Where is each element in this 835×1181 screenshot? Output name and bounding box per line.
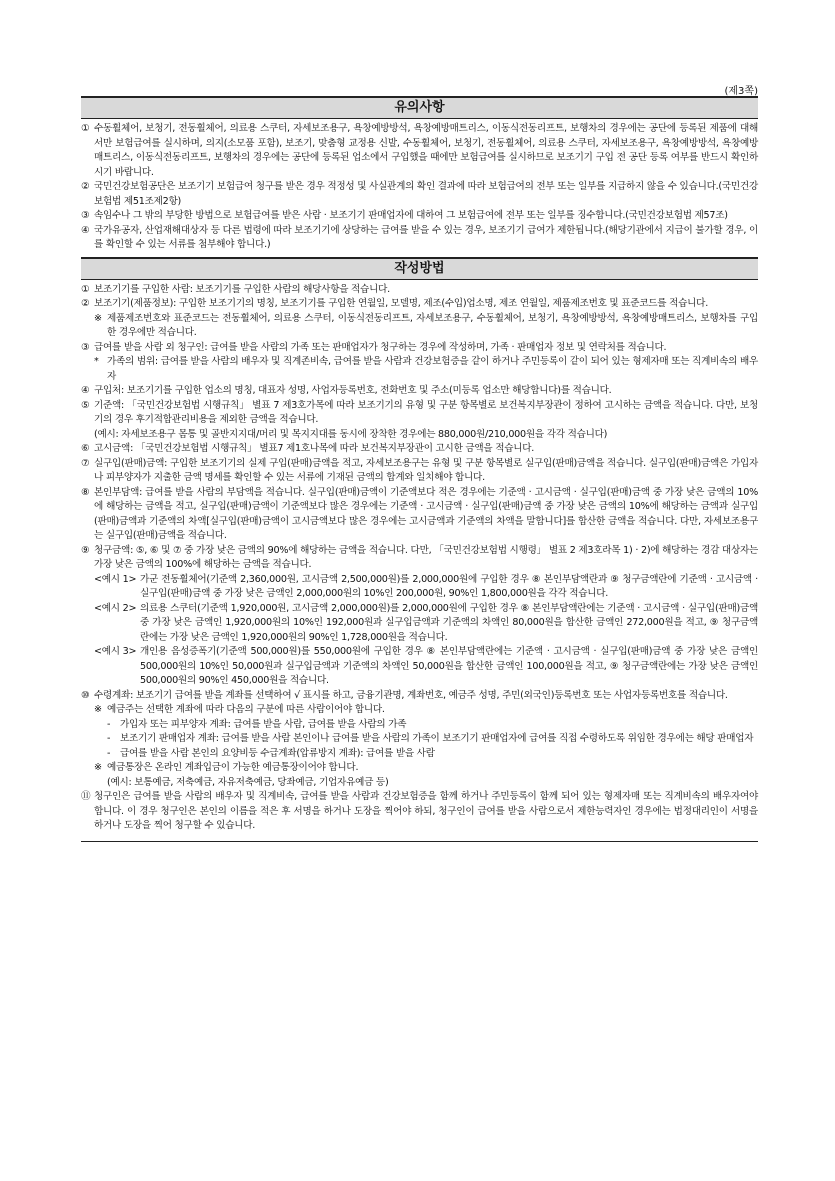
note-text: 예금통장은 온라인 계좌입금이 가능한 예금통장이어야 합니다. (107, 762, 359, 773)
item-number: ① (81, 123, 90, 134)
item-number: ⑥ (81, 443, 90, 454)
note-mark: ※ (94, 762, 102, 773)
account-type (107, 747, 758, 762)
notice-item (81, 224, 758, 253)
method-example (107, 776, 758, 791)
item-text: 수령계좌: 보조기기 급여를 받을 계좌를 선택하여 √ 표시를 하고, 금융기관명, 계좌번호, 예금주 성명, 주민(외국인)등록번호 또는 사업자등록번호를 적습니다. (94, 689, 728, 701)
note-text: 가족의 범위: 급여를 받을 사람의 배우자 및 직계존비속, 급여를 받을 사람과 건강보험증을 같이 하거나 주민등록이 같이 되어 있는 형제자매 또는 직계비속의 배우자 (107, 356, 758, 382)
calc-example (94, 645, 758, 689)
item-number: ⑨ (81, 544, 90, 556)
example-label: <예시 3> (94, 646, 137, 657)
note-mark: ※ (94, 704, 102, 715)
item-number: ⑦ (81, 457, 90, 469)
method-example (94, 428, 758, 443)
example-text: 의료용 스쿠터(기준액 1,920,000원, 고시금액 2,000,000원)를 2,000,000원에 구입한 경우 ⑧ 본인부담액란에는 기준액 · 고시금액 · 실구입(판매)금액 중 가장 낮은 금액인 1,920,000원의 10%인 192,000원과 실구입금액과 기준액의 차액인 80,000원을 합산한 금액인 272,000원을 적고, ⑨ 청구금액란에는 가장 낮은 금액인 1,920,000원의 90%인 1,728,000원을 적습니다. (140, 602, 758, 643)
item-text: 청구금액: ⑤, ⑥ 및 ⑦ 중 가장 낮은 금액의 90%에 해당하는 금액을 적습니다. 다만, 「국민건강보험법 시행령」 별표 2 제3호라목 1) · 2)에 해당하는 경감 대상자는 가장 낮은 금액의 100%에 해당하는 금액을 적습니다. (94, 544, 758, 570)
method-item (81, 341, 758, 356)
notice-item (81, 180, 758, 209)
item-text: 보조기기(제품정보): 구입한 보조기기의 명칭, 보조기기를 구입한 연월일, 모델명, 제조(수입)업소명, 제조 연월일, 제품제조번호 및 표준코드를 적습니다. (94, 298, 708, 309)
item-number: ④ (81, 224, 90, 236)
dash-mark: - (107, 733, 111, 744)
item-text: 실구입(판매)금액: 구입한 보조기기의 실제 구입(판매)금액을 적고, 자세보조용구는 유형 및 구분 항목별로 실구입(판매)금액을 적습니다. 실구입(판매)금액은 가입자나 피부양자가 지출한 금액 명세를 확인할 수 있는 서류에 기재된 금액의 합계와 일치해야 합니다. (94, 457, 758, 483)
example-label: <예시 1> (94, 573, 137, 585)
item-number: ⑩ (81, 689, 90, 701)
method-item (81, 442, 758, 457)
item-number: ② (81, 181, 90, 192)
method-item (81, 283, 758, 298)
item-number: ③ (81, 341, 90, 353)
item-number: ⑧ (81, 486, 90, 498)
notice-section (81, 119, 758, 257)
method-heading: 작성방법 (81, 257, 758, 280)
notice-item (81, 209, 758, 224)
bottom-rule (81, 841, 758, 842)
calc-example (94, 602, 758, 646)
note-text: 제품제조번호와 표준코드는 전동휠체어, 의료용 스쿠터, 이동식전동리프트, 자세보조용구, 수동휠체어, 보청기, 욕창예방방석, 욕창예방매트리스, 보행차를 구입한 경우에만 적습니다. (107, 312, 758, 338)
note-text: 예금주는 선택한 계좌에 따라 다음의 구분에 따른 사람이어야 합니다. (107, 704, 385, 715)
method-item (81, 790, 758, 834)
method-section (81, 280, 758, 838)
dash-mark: - (107, 747, 111, 759)
item-text: 기준액: 「국민건강보험법 시행규칙」 별표 7 제3호가목에 따라 보조기기의 유형 및 구분 항목별로 보건복지부장관이 정하여 고시하는 금액을 적습니다. 다만, 보청기의 경우 후기적합관리비용을 제외한 금액을 적습니다. (94, 399, 758, 425)
method-note (94, 703, 758, 718)
example-text: 가군 전동휠체어(기준액 2,360,000원, 고시금액 2,500,000원)를 2,000,000원에 구입한 경우 ⑧ 본인부담액란과 ⑨ 청구금액란에 기준액 · 고시금액 · 실구입(판매)금액 중 가장 낮은 금액인 2,000,000원의 10%인 200,000원, 90%인 1,800,000원을 각각 적습니다. (140, 573, 758, 599)
method-item (81, 384, 758, 399)
item-number: ② (81, 298, 90, 309)
account-type (107, 718, 758, 733)
method-item (81, 486, 758, 544)
method-item (81, 457, 758, 486)
method-item (81, 544, 758, 573)
calc-example (94, 573, 758, 602)
notice-heading: 유의사항 (81, 96, 758, 119)
note-mark: ※ (94, 312, 102, 324)
item-number: ⑤ (81, 399, 90, 411)
item-number: ③ (81, 210, 90, 221)
method-item (81, 297, 758, 312)
item-text: 본인부담액: 급여를 받을 사람의 부담액을 적습니다. 실구입(판매)금액이 기준액보다 적은 경우에는 기준액 · 고시금액 · 실구입(판매)금액 중 가장 낮은 금액의 10%에 해당하는 금액을 적고, 실구입(판매)금액이 기준액보다 많은 경우에는 기준액 · 고시금액 · 실구입(판매)금액 중 가장 낮은 금액의 10%에 해당하는 금액과 실구입(판매)금액과 기준액의 차액[실구입(판매)금액이 고시금액보다 많은 경우에는 고시금액과 기준액의 차액을 말합니다]를 합산한 금액을 적습니다. 다만, 자세보조용구는 실구입(판매)금액을 적습니다. (94, 486, 758, 541)
example-text: (예시: 자세보조용구 몸통 및 골반지지대/머리 및 목지지대를 동시에 장착한 경우에는 880,000원/210,000원을 각각 적습니다) (94, 428, 608, 440)
example-text: 개인용 음성증폭기(기준액 500,000원)를 550,000원에 구입한 경우 ⑧ 본인부담액란에는 기준액 · 고시금액 · 실구입(판매)금액 중 가장 낮은 금액인 500,000원의 10%인 50,000원과 실구입금액과 기준액의 차액인 50,000원을 합산한 금액인 100,000원을 적고, ⑨ 청구금액란에는 가장 낮은 금액인 500,000원의 90%인 450,000원을 적습니다. (140, 646, 758, 686)
notice-item (81, 122, 758, 180)
item-text: 속임수나 그 밖의 부당한 방법으로 보험급여를 받은 사람 · 보조기기 판매업자에 대하여 그 보험급여에 전부 또는 일부를 징수합니다.(국민건강보험법 제57조) (94, 210, 728, 221)
example-label: <예시 2> (94, 602, 137, 614)
item-text: 보조기기를 구입한 사람: 보조기기를 구입한 사람의 해당사항을 적습니다. (94, 283, 390, 295)
page-number: (제3쪽) (724, 86, 758, 97)
note-mark: * (94, 356, 99, 367)
item-text: 국가유공자, 산업재해대상자 등 다른 법령에 따라 보조기기에 상당하는 급여를 받을 수 있는 경우, 보조기기 급여가 제한됩니다.(해당기관에서 지급이 불가할 경우, 이를 확인할 수 있는 서류를 첨부해야 합니다.) (94, 224, 758, 250)
method-note (94, 355, 758, 384)
item-number: ④ (81, 385, 90, 396)
item-text: 국민건강보험공단은 보조기기 보험급여 청구를 받은 경우 적정성 및 사실관계의 확인 결과에 따라 보험급여의 전부 또는 일부를 지급하지 않을 수 있습니다.(국민건강보험법 제51조제2항) (94, 181, 758, 207)
method-note (94, 761, 758, 776)
account-type-text: 급여를 받을 사람 본인의 요양비등 수급계좌(압류방지 계좌): 급여를 받을 사람 (120, 747, 435, 759)
account-type-text: 가입자 또는 피부양자 계좌: 급여를 받을 사람, 급여를 받을 사람의 가족 (120, 718, 407, 730)
account-type-text: 보조기기 판매업자 계좌: 급여를 받을 사람 본인이나 급여를 받을 사람의 가족이 보조기기 판매업자에 급여를 직접 수령하도록 위임한 경우에는 해당 판매업자 (120, 733, 754, 744)
document-page (81, 82, 758, 842)
method-item (81, 399, 758, 428)
dash-mark: - (107, 718, 111, 730)
method-note (94, 312, 758, 341)
example-text: (예시: 보통예금, 저축예금, 자유저축예금, 당좌예금, 기업자유예금 등) (107, 776, 389, 788)
account-type (107, 732, 758, 747)
item-number: ① (81, 283, 90, 295)
item-text: 고시금액: 「국민건강보험법 시행규칙」 별표7 제1호나목에 따라 보건복지부장관이 고시한 금액을 적습니다. (94, 443, 535, 454)
item-text: 청구인은 급여를 받을 사람의 배우자 및 직계비속, 급여를 받을 사람과 건강보험증을 함께 하거나 주민등록이 함께 되어 있는 형제자매 또는 직계비속의 배우자여야 합니다. 이 경우 청구인은 본인의 이름을 적은 후 서명을 하거나 도장을 찍어야 하되, 청구인이 급여를 받을 사람으로서 제한능력자인 경우에는 법정대리인이 서명을 하거나 도장을 찍어 청구할 수 있습니다. (94, 791, 758, 831)
item-text: 수동휠체어, 보청기, 전동휠체어, 의료용 스쿠터, 자세보조용구, 욕창예방방석, 욕창예방매트리스, 이동식전동리프트, 보행차의 경우에는 공단에 등록된 제품에 대해서만 보험급여를 실시하며, 의지(소모품 포함), 보조기, 맞춤형 교정용 신발, 수동휠체어, 보청기, 전동휠체어, 의료용 스쿠터, 자세보조용구, 욕창예방방석, 욕창예방매트리스, 이동식전동리프트, 보행차의 경우에는 공단에 등록된 업소에서 구입했을 때에만 보험급여를 실시하므로 보조기기 구입 전 공단 등록 여부를 반드시 확인하시기 바랍니다. (94, 123, 758, 178)
item-number: ⑪ (81, 791, 91, 802)
item-text: 구입처: 보조기기를 구입한 업소의 명칭, 대표자 성명, 사업자등록번호, 전화번호 및 주소(미등록 업소만 해당합니다)를 적습니다. (94, 385, 612, 396)
method-item (81, 689, 758, 704)
item-text: 급여를 받을 사람 외 청구인: 급여를 받을 사람의 가족 또는 판매업자가 청구하는 경우에 작성하며, 가족 · 판매업자 정보 및 연락처를 적습니다. (94, 341, 667, 353)
